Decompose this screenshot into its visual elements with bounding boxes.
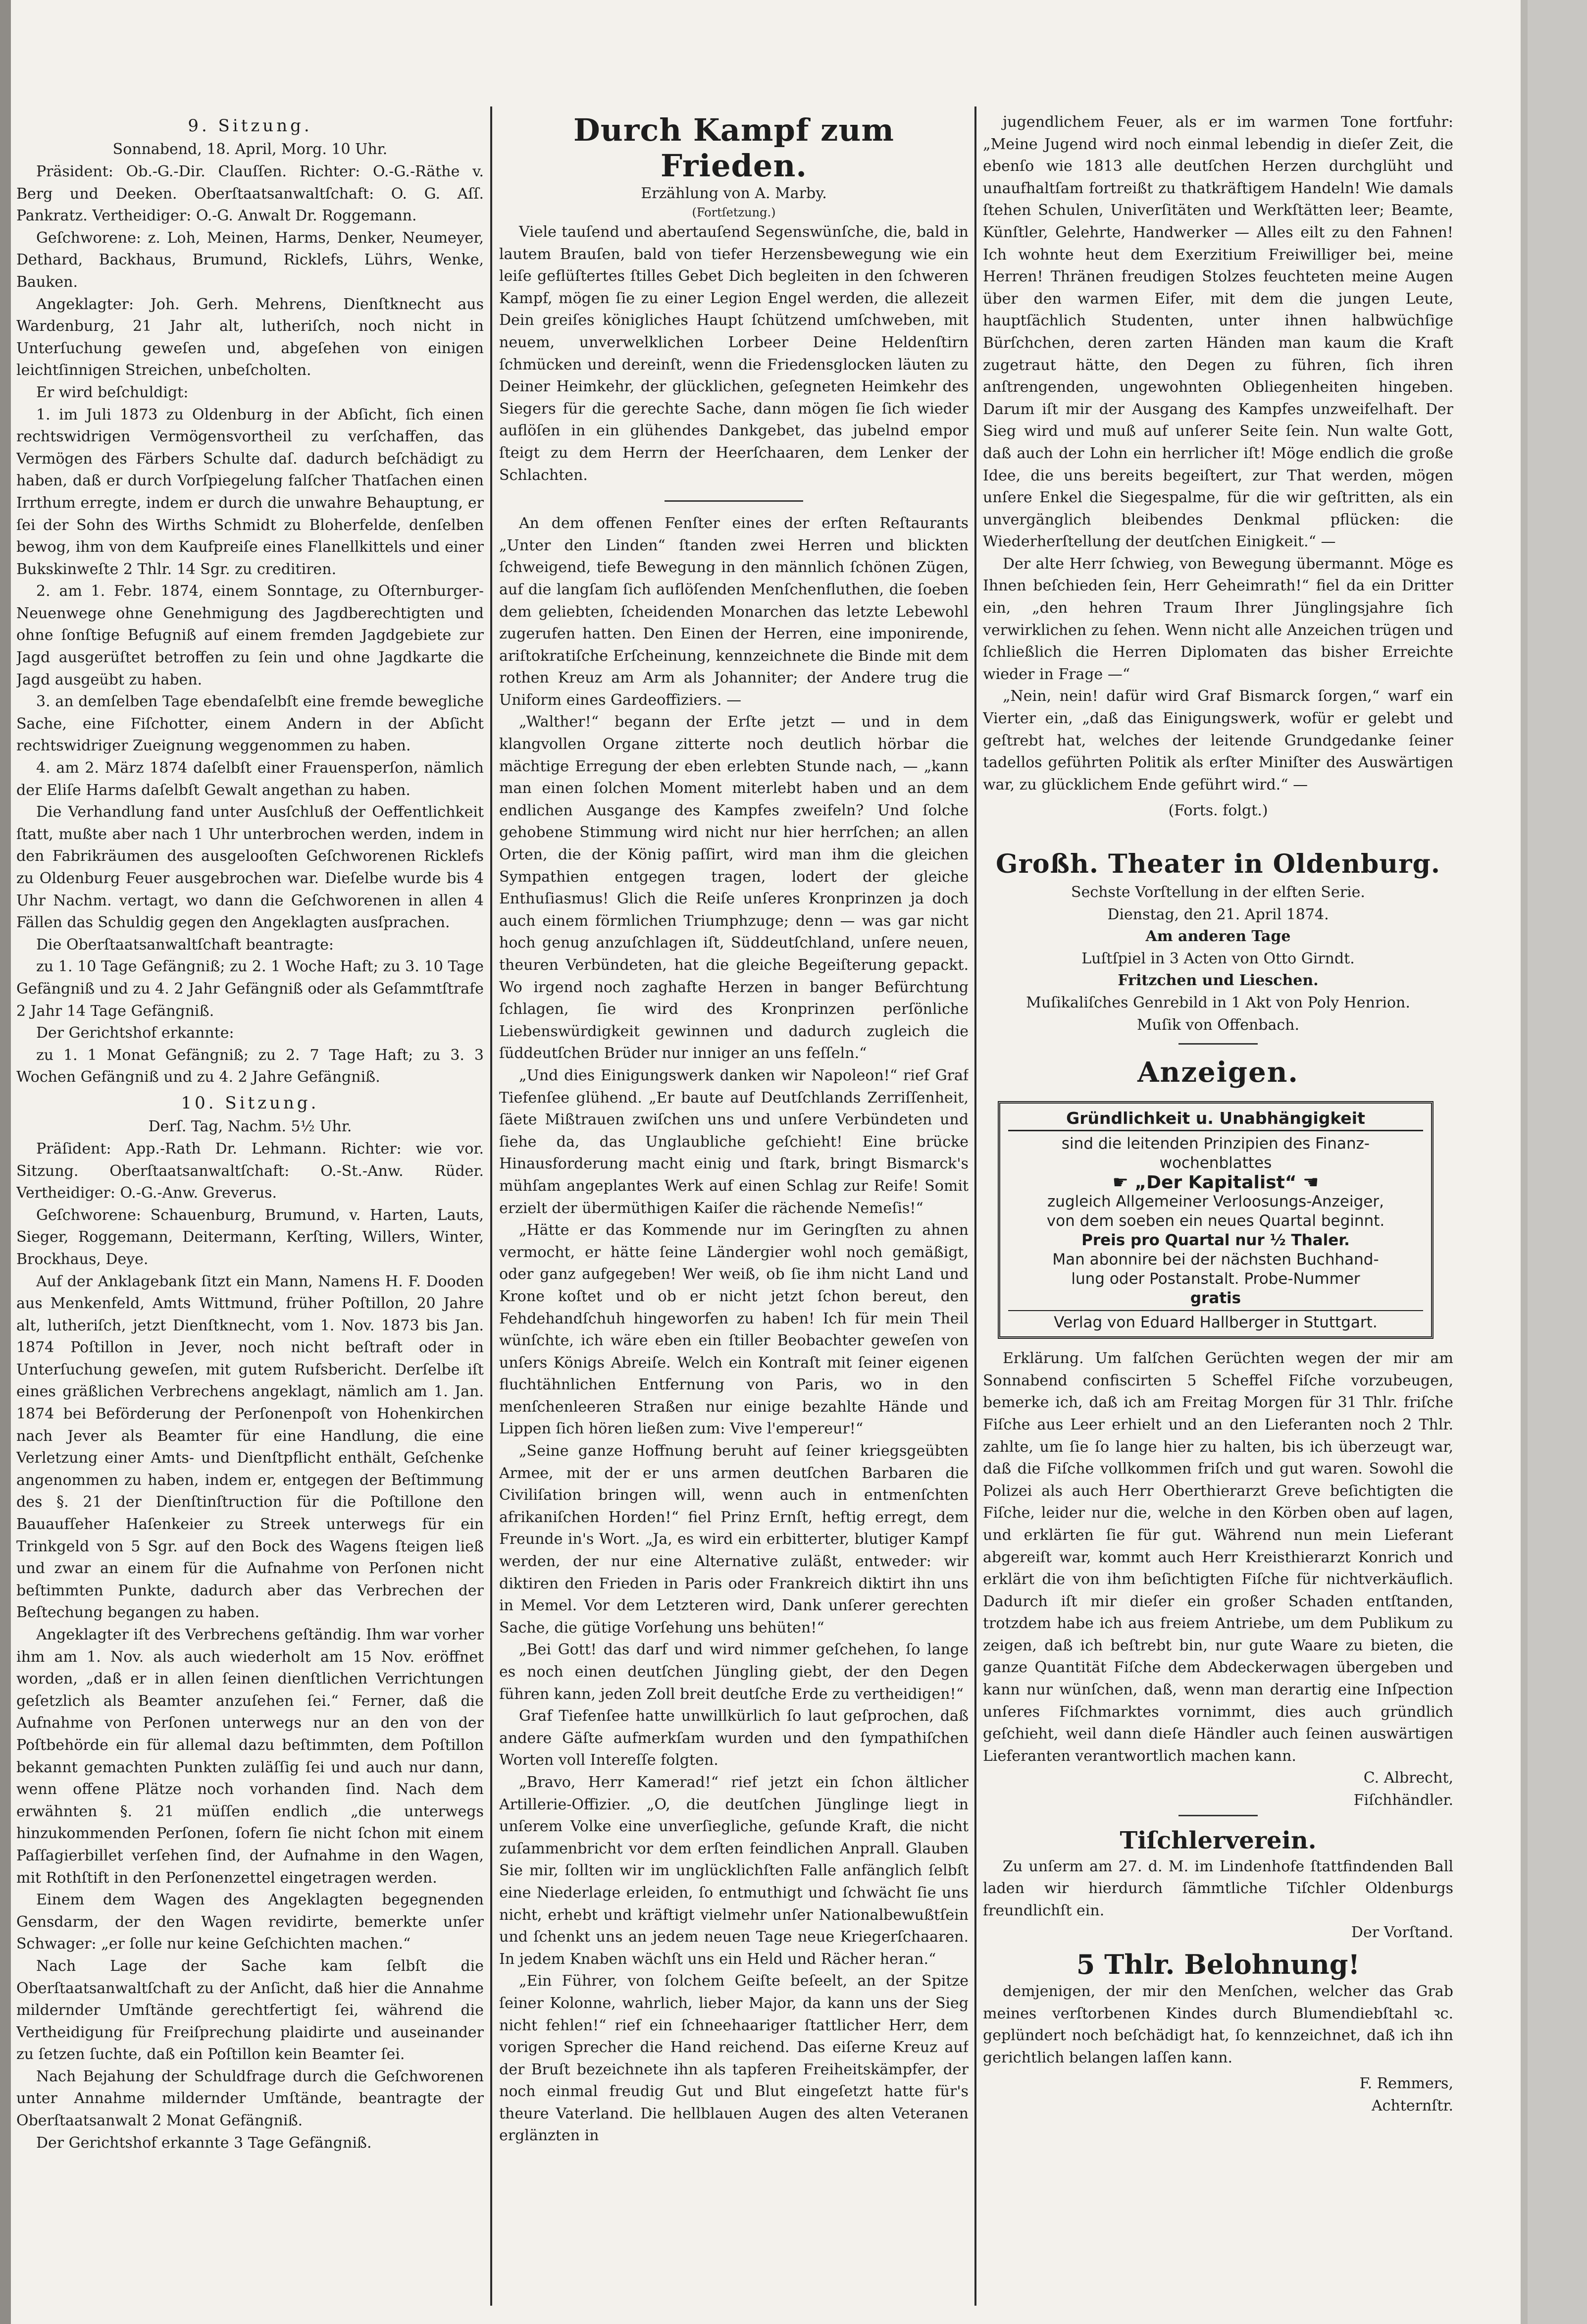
text-paragraph: Präſident: App.-Rath Dr. Lehmann. Richter: wie vor. Sitzung. Oberſtaatsanwaltſchaft: O.-St.-Anw. Rüder. Vertheidiger: O.-G.-Anw. Greverus. [16,1140,484,1202]
theater-line: Sechste Vorſtellung in der elften Serie. [1071,884,1365,901]
column-serial-story [499,111,969,2316]
text-paragraph: Der Gerichtshof erkannte: [36,1024,234,1042]
section-divider [1178,1043,1258,1045]
text-paragraph: An dem offenen Fenſter eines der erſten Reſtaurants „Unter den Linden“ ſtanden zwei Herren und blickten ſchweigend, tiefe Bewegung in den männlich ſchönen Zügen, auf die langſam ſich auflöſenden Menſchenfluthen, die ſoeben dem geliebten, ſcheidenden Monarchen das letzte Lebewohl zugerufen hatten. Den Einen der Herren, eine imponirende, ariſtokratiſche Erſcheinung, kennzeichnete die Binde mit dem rothen Kreuz am Arm als Johanniter; der Andere trug die Uniform eines Gardeoffiziers. — [499,515,969,709]
ad-line: Man abonnire bei der nächsten Buchhand- [1052,1251,1379,1269]
text-paragraph: zu 1. 1 Monat Gefängniß; zu 2. 7 Tage Haft; zu 3. 3 Wochen Gefängniß und zu 4. 2 Jahre Gefängniß. [16,1046,484,1086]
text-paragraph: 4. am 2. März 1874 daſelbſt einer Frauensperſon, nämlich der Eliſe Harms daſelbſt Gewalt angethan zu haben. [16,759,484,799]
column-rule [974,106,976,2306]
reward-signature: F. Remmers, [1359,2075,1453,2093]
session-date: Sonnabend, 18. April, Morg. 10 Uhr. [112,141,388,158]
session-heading: 10. Sitzung. [181,1093,319,1113]
theater-play-title: Am anderen Tage [1145,928,1291,946]
ad-gratis: gratis [1190,1289,1241,1308]
reward-notice: demjenigen, der mir den Menſchen, welcher das Grab meines verſtorbenen Kindes durch Blumendiebſtahl ꝛc. geplündert noch beſchädigt hat, ſo kennzeichnet, daß ich ihn gerichtlich belangen laſſen kann. [983,1983,1453,2066]
text-paragraph: Der alte Herr ſchwieg, von Bewegung übermannt. Möge es Ihnen beſchieden ſein, Herr Geheimrath!“ fiel da ein Dritter ein, „den hehren Traum Ihrer Jünglingsjahre ſich verwirklichen zu ſehen. Wenn nicht alle Anzeichen trügen und ſchließlich die Herren Diplomaten das bisher Erreichte wieder in Frage —“ [983,555,1453,683]
to-be-continued: (Forts. folgt.) [1168,802,1268,820]
advertisements-heading: Anzeigen. [1137,1056,1299,1089]
session-10-text [16,1138,484,2154]
story-continued-note: (Fortſetzung.) [692,206,776,219]
column-court-report [16,111,484,2316]
text-paragraph: 3. an demſelben Tage ebendaſelbſt eine fremde bewegliche Sache, eine Fiſchotter, einem Andern in der Abſicht rechtswidriger Zueignung weggenommen zu haben. [16,693,484,755]
text-paragraph: „Ein Führer, von ſolchem Geiſte beſeelt, an der Spitze ſeiner Kolonne, wahrlich, lieber Major, da kann uns der Sieg nicht fehlen!“ rief ein ſchneehaariger ſtattlicher Herr, dem vorigen Sprecher die Hand reichend. Das eiſerne Kreuz auf der Bruſt bezeichnete ihn als tapferen Freiheitskämpfer, der noch einmal freudig Gut und Blut eingeſetzt hatte für's theure Vaterland. Die hellblauen Augen des alten Veteranen erglänzten in [499,1972,969,2145]
reward-heading: 5 Thlr. Belohnung! [1076,1949,1360,1980]
ad-title: ☛ „Der Kapitalist“ ☚ [1112,1172,1319,1193]
text-paragraph: Präsident: Ob.-G.-Dir. Clauſſen. Richter: O.-G.-Räthe v. Berg und Deeken. Oberſtaatsanwaltſchaft: O. G. Aſſ. Pankratz. Vertheidiger: O.-G. Anwalt Dr. Roggemann. [16,163,484,225]
page-edge [1528,0,1587,2324]
text-paragraph: „Bravo, Herr Kamerad!“ rief jetzt ein ſchon ältlicher Artillerie-Offizier. „O, die deutſchen Jünglinge liegt in unſerem Volke eine unverſiegliche, geſunde Kraft, die nicht zuſammenbricht vor dem erſten feindlichen Anprall. Glauben Sie mir, ſollten wir im unglücklichſten Falle anfänglich ſelbſt eine Niederlage erleiden, ſo entmuthigt und ſchwächt ſie uns nicht, erhebt und kräftigt vielmehr unſer Nationalbewußtſein und ſchenkt uns an jedem neuen Tage neue Kriegerſchaaren. In jedem Knaben wächſt uns ein Held und Rächer heran.“ [499,1773,969,1968]
text-paragraph: 1. im Juli 1873 zu Oldenburg in der Abſicht, ſich einen rechtswidrigen Vermögensvortheil zu verſchaffen, das Vermögen des Färbers Schulte daſ. dadurch beſchädigt zu haben, daß er durch Vorſpiegelung falſcher Thatſachen einen Irrthum erregte, indem er durch die unwahre Behauptung, er ſei der Sohn des Wirths Schmidt zu Bloherfelde, denſelben bewog, ihm von dem Kaufpreiſe eines Flanellkittels und einer Bukskinweſte 2 Thlr. 14 Sgr. zu creditiren. [16,406,484,578]
story-text-part3 [983,111,1453,796]
text-paragraph: Viele tauſend und abertauſend Segenswünſche, die, bald in lautem Brauſen, bald von tiefer Herzensbewegung wie ein leiſe geflüſtertes ſtilles Gebet Dich begleiten in den ſchweren Kampf, mögen ſie zu einer Legion Engel werden, die allezeit Dein greiſes königliches Haupt ſchützend umſchweben, mit neuem, unverwelklichen Lorbeer Deine Heldenſtirn ſchmücken und dereinſt, wenn die Friedensglocken läuten zu Deiner Heimkehr, der glücklichen, geſegneten Heimkehr des Siegers für die gerechte Sache, dann mögen ſie ſich wieder auflöſen in ein glühendes Dankgebet, das jubelnd empor ſteigt zu dem Herrn der Heerſchaaren, dem Lenker der Schlachten. [499,223,969,484]
story-text-part2 [499,513,969,2147]
story-text-part1 [499,221,969,486]
ad-headline: Gründlichkeit u. Unabhängigkeit [1008,1109,1423,1131]
carpenters-signature: Der Vorſtand. [1351,1924,1453,1942]
theater-heading: Großh. Theater in Oldenburg. [996,849,1440,879]
story-title: Durch Kampf zum Frieden. [573,112,895,184]
text-paragraph: „Hätte er das Kommende nur im Geringſten zu ahnen vermocht, er hätte ſeine Ländergier wohl noch gemäßigt, oder ganz aufgegeben! Wer weiß, ob ſie ihm nicht Land und Krone koſtet und ob er nicht jetzt ſchon bereut, den Fehdehandſchuh hingeworfen zu haben! Ich für mein Theil wünſchte, ich wäre eben ein ſtiller Beobachter geweſen von unſers Königs Abreiſe. Welch ein Kontraſt mit ſeiner eigenen fluchtähnlichen Entfernung von Paris, wo in den menſchenleeren Straßen nur einige bezahlte Hände und Lippen ſich hören ließen zum: Vive l'empereur!“ [499,1221,969,1438]
text-paragraph: „Bei Gott! das darf und wird nimmer geſchehen, ſo lange es noch einen deutſchen Jüngling giebt, der den Degen führen kann, jeden Zoll breit deutſche Erde zu vertheidigen!“ [499,1641,969,1703]
ad-line: von dem soeben ein neues Quartal beginnt. [1046,1212,1385,1230]
page-spine [0,0,11,2324]
reward-signature: Achternſtr. [1372,2097,1453,2114]
theater-line: Muſik von Offenbach. [1136,1016,1300,1034]
text-paragraph: Er wird beſchuldigt: [36,383,189,401]
declaration-notice: Erklärung. Um falſchen Gerüchten wegen der mir am Sonnabend confiscirten 5 Scheffel Fiſche vorzubeugen, bemerke ich, daß ich am Freitag Morgen für 31 Thlr. friſche Fiſche aus Leer erhielt und an den Lieferanten noch 2 Thlr. zahlte, um ſie ſo lange hier zu halten, bis ich überzeugt war, daß die Fiſche vollkommen friſch und gut waren. Sowohl die Polizei als auch Herr Oberthierarzt Greve beſichtigten die Fiſche, leider nur die, welche in den Körben oben auf lagen, und erklärten ſie für gut. Während nun mein Lieferant abgereiſt war, kommt auch Herr Kreisthierarzt Konrich und erklärt die von ihm beſichtigten Fiſche für nichtverkäuflich. Dadurch iſt mir dieſer ein großer Schaden entſtanden, trotzdem habe ich aus freiem Antriebe, um dem Publikum zu zeigen, daß ich beſtrebt bin, nur gute Waare zu bieten, die ganze Quantität Fiſche dem Abdeckerwagen übergeben und kann nur wünſchen, daß, wenn man derartig eine Inſpection unſeres Fiſchmarktes vornimmt, dies auch gründlich geſchieht, weil dann dieſe Händler auch ſeinen auswärtigen Lieferanten verantwortlich machen kann. [983,1350,1453,1765]
page-edge-shadow [1521,0,1528,2324]
session-date: Derſ. Tag, Nachm. 5½ Uhr. [148,1117,352,1135]
text-paragraph: Nach Lage der Sache kam ſelbſt die Oberſtaatsanwaltſchaft zu der Anſicht, daß hier die Annahme mildernder Umſtände gerechtfertigt ſei, während die Vertheidigung für Freiſprechung plaidirte und auseinander zu ſetzen ſuchte, daß ein Poſtillon kein Beamter ſei. [16,1957,484,2063]
text-paragraph: Angeklagter iſt des Verbrechens geſtändig. Ihm war vorher ihm am 1. Nov. als auch wiederholt am 15 Nov. eröffnet worden, „daß er in allen ſeinen dienſtlichen Verrichtungen geſetzlich als Beamter anzuſehen ſei.“ Ferner, daß die Aufnahme von Perſonen unterwegs nur an den von der Poſtbehörde ein für allemal dazu beſtimmten, dem Poſtillon bekannt gemachten Punkten zuläſſig ſei und auch nur dann, wenn offene Plätze noch vorhanden ſind. Nach dem erwähnten §. 21 müſſen endlich „die unterwegs hinzukommenden Perſonen, ſofern ſie nicht ſchon mit einem Paſſagierbillet verſehen ſind, der Aufnahme in den Wagen, mit Rothſtift in den Perſonenzettel eingetragen werden. [16,1626,484,1887]
text-paragraph: „Und dies Einigungswerk danken wir Napoleon!“ rief Graf Tiefenſee glühend. „Er baute auf Deutſchlands Zerriſſenheit, ſäete Mißtrauen zwiſchen uns und unſere Verbündeten und ſiehe da, das Unglaubliche geſchieht! Eine brücke Hinausforderung macht einig und ſtark, bringt Bismarck's mühſam angeplantes Werk auf einen Schlag zur Reife! Somit erzielt der übermüthigen Kaiſer die rächende Nemeſis!“ [499,1066,969,1217]
ad-line: zugleich Allgemeiner Verloosungs-Anzeiger, [1047,1193,1384,1211]
text-paragraph: „Walther!“ begann der Erſte jetzt — und in dem klangvollen Organe zitterte noch deutlich hörbar die mächtige Erregung der eben erlebten Stunde nach, — „kann man einen ſolchen Moment miterlebt haben und an dem endlichen Ausgange des Kampfes zweifeln? Und ſolche gehobene Stimmung wird nicht nur hier herrſchen; an allen Orten, die der König paſſirt, wird man ihm die gleichen Sympathien entgegen tragen, lodert der gleiche Enthuſiasmus! Glich die Reiſe unſeres Kronprinzen ja doch auch einem förmlichen Triumphzuge; denn — was gar nicht hoch genug anzuſchlagen iſt, Süddeutſchland, unſere neuen, theuren Verbündeten, hat die gleiche Begeiſterung gepackt. Wo irgend noch zaghafte Herzen in banger Befürchtung ſchlagen, ſie wird des Kronprinzen perſönliche Liebenswürdigkeit gewinnen und dadurch zugleich die ſüddeutſchen Brüder nur inniger an uns feſſeln.“ [499,713,969,1062]
session-heading: 9. Sitzung. [188,116,312,136]
text-paragraph: Auf der Anklagebank ſitzt ein Mann, Namens H. F. Dooden aus Menkenfeld, Amts Wittmund, früher Poſtillon, 20 Jahre alt, lutheriſch, jetzt Dienſtknecht, vom 1. Nov. 1873 bis Jan. 1874 Poſtillon in Jever, noch nicht beſtraft oder in Unterſuchung geweſen, mit gutem Rufsbericht. Derſelbe iſt eines gräßlichen Verbrechens angeklagt, nämlich am 1. Jan. 1874 bei Beförderung der Perſonenpoſt von Hohenkirchen nach Jever als Beamter für eine Handlung, die eine Verletzung einer Amts- und Dienſtpflicht enthält, Geſchenke angenommen zu haben, indem er, entgegen der Beſtimmung des §. 21 der Dienſtinſtruction für die Poſtillone den Bauaufſeher Haſenkeier zu Streek unterwegs für ein Trinkgeld von 5 Sgr. auf den Bock des Wagens ſteigen ließ und zwar an einem für die Aufnahme von Perſonen nicht beſtimmten Punkte, dadurch aber das Verbrechen der Beſtechung begangen zu haben. [16,1272,484,1622]
declaration-signature: Fiſchhändler. [1353,1792,1453,1809]
ad-line: wochenblattes [1159,1154,1272,1172]
text-paragraph: „Seine ganze Hoffnung beruht auf ſeiner kriegsgeübten Armee, mit der er uns armen deutſchen Barbaren die Civiliſation bringen will, wenn auch in entmenſchten afrikaniſchen Horden!“ fiel Prinz Ernſt, heftig erregt, dem Freunde in's Wort. „Ja, es wird ein erbitterter, blutiger Kampf werden, der nur eine Alternative zuläßt, entweder: wir diktiren den Frieden in Paris oder Frankreich diktirt ihn uns in Memel. Vor dem Letzteren wird, Dank unſerer gerechten Sache, die gütige Vorſehung uns behüten!“ [499,1442,969,1637]
carpenters-notice: Zu unſerm am 27. d. M. im Lindenhofe ſtattfindenden Ball laden wir hierdurch ſämmtliche Tiſchler Oldenburgs freundlichſt ein. [983,1857,1453,1919]
text-paragraph: jugendlichem Feuer, als er im warmen Tone fortfuhr: „Meine Jugend wird noch einmal lebendig in dieſer Zeit, die ebenſo wie 1813 alle deutſchen Herzen durchglüht und unaufhaltſam fortreißt zu thatkräftigem Handeln! Wie damals ſtehen Schulen, Univerſitäten und Werkſtätten leer; Beamte, Künſtler, Gelehrte, Handwerker — Alles eilt zu den Fahnen! Ich wohnte heut dem Exerzitium Freiwilliger bei, meine Herren! Thränen freudigen Stolzes feuchteten meine Augen über den warmen Eifer, mit dem die jungen Leute, hauptſächlich Studenten, unter ihnen halbwüchſige Bürſchchen, deren zarten Händen man kaum die Kraft zugetraut hätte, den Degen zu führen, ſich ihren anſtrengenden, ungewohnten Obliegenheiten hingeben. Darum iſt mir der Ausgang des Kampfes unzweifelhaft. Der Sieg wird und muß auf unſerer Seite ſein. Nun walte Gott, daß auch der Lohn ein herrlicher iſt! Möge endlich die große Idee, die uns bereits begeiſtert, zur That werden, mögen unſere Enkel die Siegespalme, für die wir geſtritten, als ein unvergänglich bleibendes Denkmal pflücken: die Wiederherſtellung der deutſchen Einigkeit.“ — [983,113,1453,551]
theater-line: Muſikaliſches Genrebild in 1 Akt von Poly Henrion. [1026,994,1410,1011]
story-byline: Erzählung von A. Marby. [641,185,827,202]
text-paragraph: Die Verhandlung fand unter Ausſchluß der Oeffentlichkeit ſtatt, mußte aber nach 1 Uhr unterbrochen werden, indem in den Fabrikräumen des ausgelooſten Geſchworenen Ricklefs zu Oldenburg Feuer ausgebrochen war. Dieſelbe wurde bis 4 Uhr Nachm. vertagt, wo dann die Geſchworenen in allen 4 Fällen das Schuldig gegen den Angeklagten ausſprachen. [16,803,484,932]
theater-play-title: Fritzchen und Lieschen. [1118,972,1319,990]
text-paragraph: Geſchworene: z. Loh, Meinen, Harms, Denker, Neumeyer, Dethard, Backhaus, Brumund, Ricklefs, Lührs, Wenke, Bauken. [16,229,484,291]
text-paragraph: „Nein, nein! dafür wird Graf Bismarck ſorgen,“ warf ein Vierter ein, „daß das Einigungswerk, wofür er gelebt und geſtrebt hat, welches der leitende Grundgedanke ſeiner tadellos geführten Politik als erſter Miniſter des Auswärtigen war, zu glücklichem Ende geführt wird.“ — [983,687,1453,793]
text-paragraph: Einem dem Wagen des Angeklagten begegnenden Gensdarm, der den Wagen revidirte, bemerkte unſer Schwager: „er ſolle nur keine Geſchichten machen.“ [16,1891,484,1953]
section-divider [665,500,803,502]
column-story-and-ads [983,111,1453,2316]
kapitalist-advertisement [998,1101,1433,1339]
section-divider [1178,1815,1258,1816]
text-paragraph: Die Oberſtaatsanwaltſchaft beantragte: [36,936,334,953]
session-9-text [16,161,484,1089]
text-paragraph: Nach Bejahung der Schuldfrage durch die Geſchworenen unter Annahme mildernder Umſtände, beantragte der Oberſtaatsanwalt 2 Monat Gefängniß. [16,2067,484,2130]
column-rule [490,106,492,2306]
ad-price: Preis pro Quartal nur ½ Thaler. [1081,1231,1350,1250]
text-paragraph: Geſchworene: Schauenburg, Brumund, v. Harten, Lauts, Sieger, Roggemann, Deitermann, Kerſting, Willers, Winter, Brockhaus, Deye. [16,1206,484,1268]
declaration-signature: C. Albrecht, [1363,1769,1453,1787]
theater-line: Dienstag, den 21. April 1874. [1107,905,1329,923]
text-paragraph: zu 1. 10 Tage Gefängniß; zu 2. 1 Woche Haft; zu 3. 10 Tage Gefängniß und zu 4. 2 Jahr Gefängniß oder als Geſammtſtrafe 2 Jahr 14 Tage Gefängniß. [16,958,484,1020]
ad-line: lung oder Postanstalt. Probe-Nummer [1071,1270,1360,1288]
text-paragraph: Der Gerichtshof erkannte 3 Tage Gefängniß. [36,2134,372,2152]
text-paragraph: Graf Tiefenſee hatte unwillkürlich ſo laut geſprochen, daß andere Gäſte aufmerkſam wurden und den ſympathiſchen Worten voll Intereſſe folgten. [499,1707,969,1769]
text-paragraph: 2. am 1. Febr. 1874, einem Sonntage, zu Oſternburger-Neuenwege ohne Genehmigung des Jagdberechtigten und ohne ſonſtige Befugniß auf einem fremden Jagdgebiete zur Jagd ausgerüſtet betroffen zu ſein und ohne Jagdkarte die Jagd ausgeübt zu haben. [16,582,484,688]
text-paragraph: Angeklagter: Joh. Gerh. Mehrens, Dienſtknecht aus Wardenburg, 21 Jahr alt, lutheriſch, noch nicht in Unterſuchung geweſen und, abgeſehen von einigen leichtſinnigen Streichen, unbeſcholten. [16,295,484,379]
ad-publisher: Verlag von Eduard Hallberger in Stuttgart. [1008,1310,1423,1332]
ad-line: sind die leitenden Prinzipien des Finanz- [1061,1135,1370,1153]
carpenters-heading: Tiſchlerverein. [1120,1826,1317,1854]
theater-line: Luſtſpiel in 3 Acten von Otto Girndt. [1081,950,1355,967]
